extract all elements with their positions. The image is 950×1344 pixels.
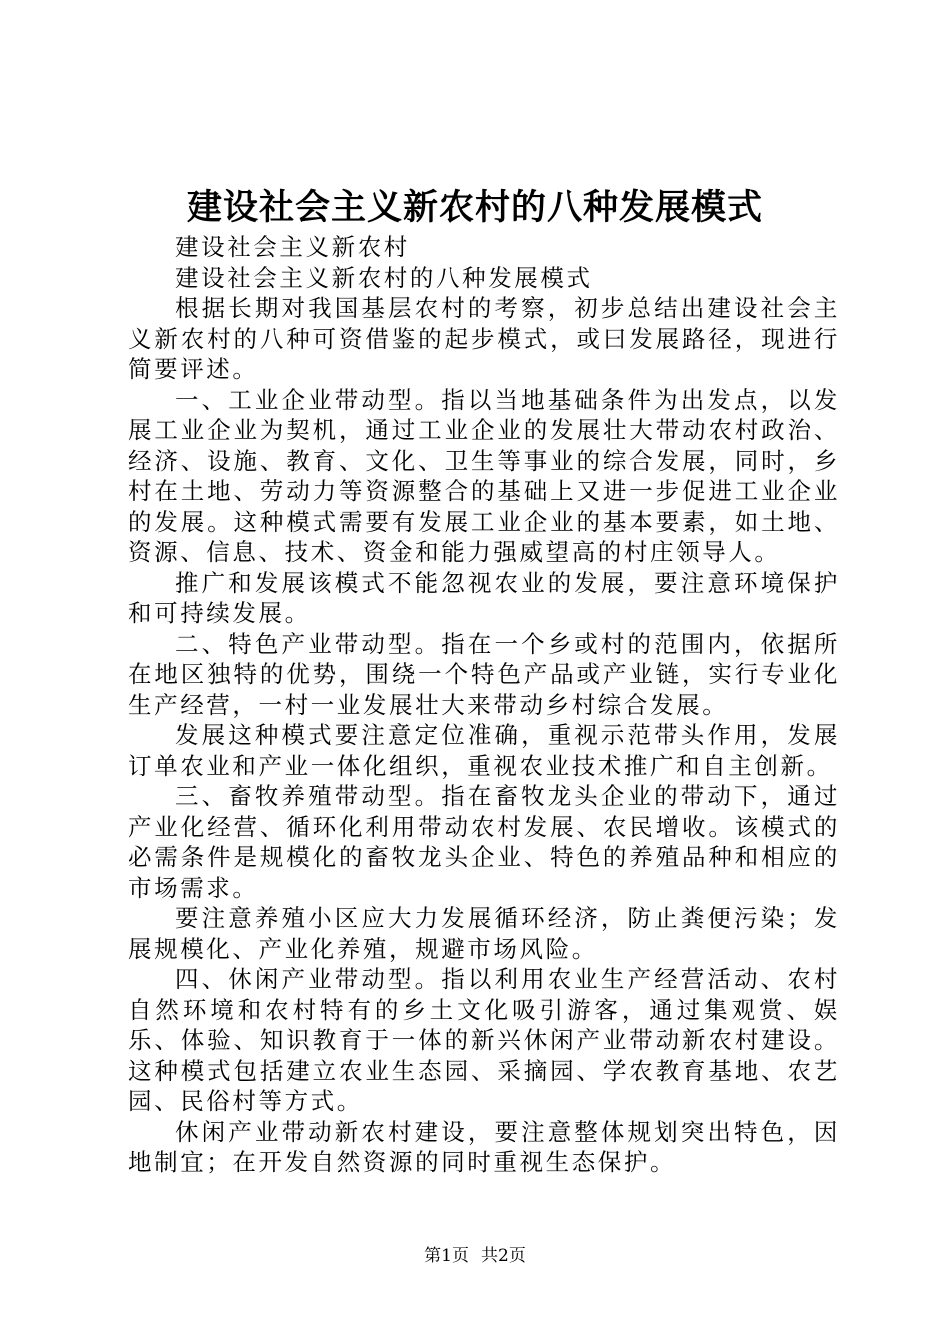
paragraph: 四、休闲产业带动型。指以利用农业生产经营活动、农村自然环境和农村特有的乡土文化吸引游客，通过集观赏、娱乐、体验、知识教育于一体的新兴休闲产业带动新农村建设。这种模式包括建立农业生态园、采摘园、学农教育基地、农艺园、民俗村等方式。 <box>128 965 840 1115</box>
paragraph: 三、畜牧养殖带动型。指在畜牧龙头企业的带动下，通过产业化经营、循环化利用带动农村发展、农民增收。该模式的必需条件是规模化的畜牧龙头企业、特色的养殖品种和相应的市场需求。 <box>128 782 840 902</box>
paragraph: 根据长期对我国基层农村的考察，初步总结出建设社会主义新农村的八种可资借鉴的起步模式，或曰发展路径，现进行简要评述。 <box>128 294 840 383</box>
paragraph: 二、特色产业带动型。指在一个乡或村的范围内，依据所在地区独特的优势，围绕一个特色产品或产业链，实行专业化生产经营，一村一业发展壮大来带动乡村综合发展。 <box>128 629 840 719</box>
paragraph: 推广和发展该模式不能忽视农业的发展，要注意环境保护和可持续发展。 <box>128 568 840 627</box>
paragraph: 建设社会主义新农村的八种发展模式 <box>175 263 593 292</box>
paragraph: 要注意养殖小区应大力发展循环经济，防止粪便污染；发展规模化、产业化养殖，规避市场风险。 <box>128 904 840 963</box>
paragraph: 一、工业企业带动型。指以当地基础条件为出发点，以发展工业企业为契机，通过工业企业的发展壮大带动农村政治、经济、设施、教育、文化、卫生等事业的综合发展，同时，乡村在土地、劳动力等资源整合的基础上又进一步促进工业企业的发展。这种模式需要有发展工业企业的基本要素，如土地、资源、信息、技术、资金和能力强威望高的村庄领导人。 <box>128 385 840 566</box>
paragraph: 发展这种模式要注意定位准确，重视示范带头作用，发展订单农业和产业一体化组织，重视农业技术推广和自主创新。 <box>128 721 840 780</box>
paragraph: 建设社会主义新农村 <box>175 233 410 261</box>
paragraph: 休闲产业带动新农村建设，要注意整体规划突出特色，因地制宜；在开发自然资源的同时重视生态保护。 <box>128 1117 840 1176</box>
page-footer <box>0 1244 950 1268</box>
page-number-total: 共2页 <box>481 1246 526 1266</box>
document-body <box>128 232 840 1178</box>
document-title: 建设社会主义新农村的八种发展模式 <box>186 187 763 228</box>
page-number-current: 第1页 <box>424 1246 469 1266</box>
